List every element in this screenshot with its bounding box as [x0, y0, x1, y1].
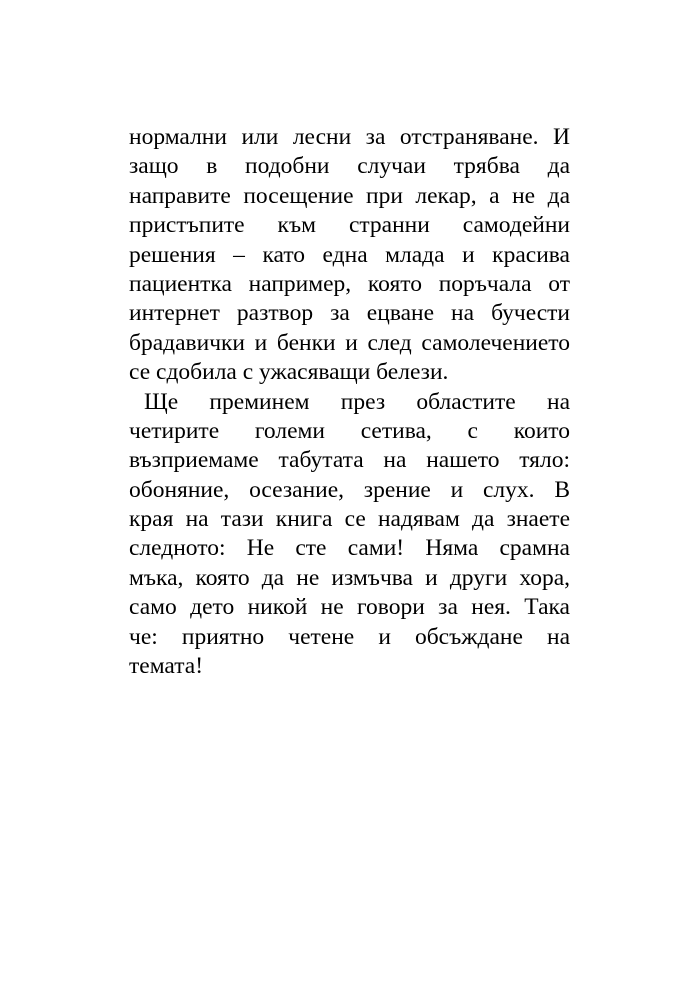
text-line: само дето никой не говори за нея. Така	[129, 594, 570, 621]
text-line: обоняние, осезание, зрение и слух. В	[129, 476, 570, 503]
text-line: пристъпите към странни самодейни	[129, 212, 570, 239]
text-line: четирите големи сетива, с които	[129, 417, 570, 444]
text-line: следното: Не сте сами! Няма срамна	[129, 535, 570, 562]
text-line: нормални или лесни за отстраняване. И	[129, 124, 570, 150]
text-line: че: приятно четене и обсъждане на	[129, 623, 570, 650]
text-line: пациентка например, която поръчала от	[129, 270, 570, 297]
paragraph	[129, 388, 570, 682]
paragraph	[129, 123, 570, 388]
text-line: направите посещение при лекар, а не да	[129, 182, 570, 209]
text-line: решения – като една млада и красива	[129, 241, 570, 268]
text-line: края на тази книга се надявам да знаете	[129, 506, 570, 533]
text-line: темата!	[129, 653, 204, 680]
text-line: интернет разтвор за ецване на бучести	[129, 300, 570, 327]
body-text	[129, 123, 570, 681]
text-line: защо в подобни случаи трябва да	[129, 153, 570, 180]
text-line: Ще преминем през областите на	[144, 388, 570, 415]
text-line: мъка, която да не измъчва и други хора,	[129, 564, 570, 591]
text-line: брадавички и бенки и след самолечението	[129, 329, 570, 356]
text-line: възприемаме табутата на нашето тяло:	[129, 447, 570, 474]
text-line: се сдобила с ужасяващи белези.	[129, 359, 449, 386]
